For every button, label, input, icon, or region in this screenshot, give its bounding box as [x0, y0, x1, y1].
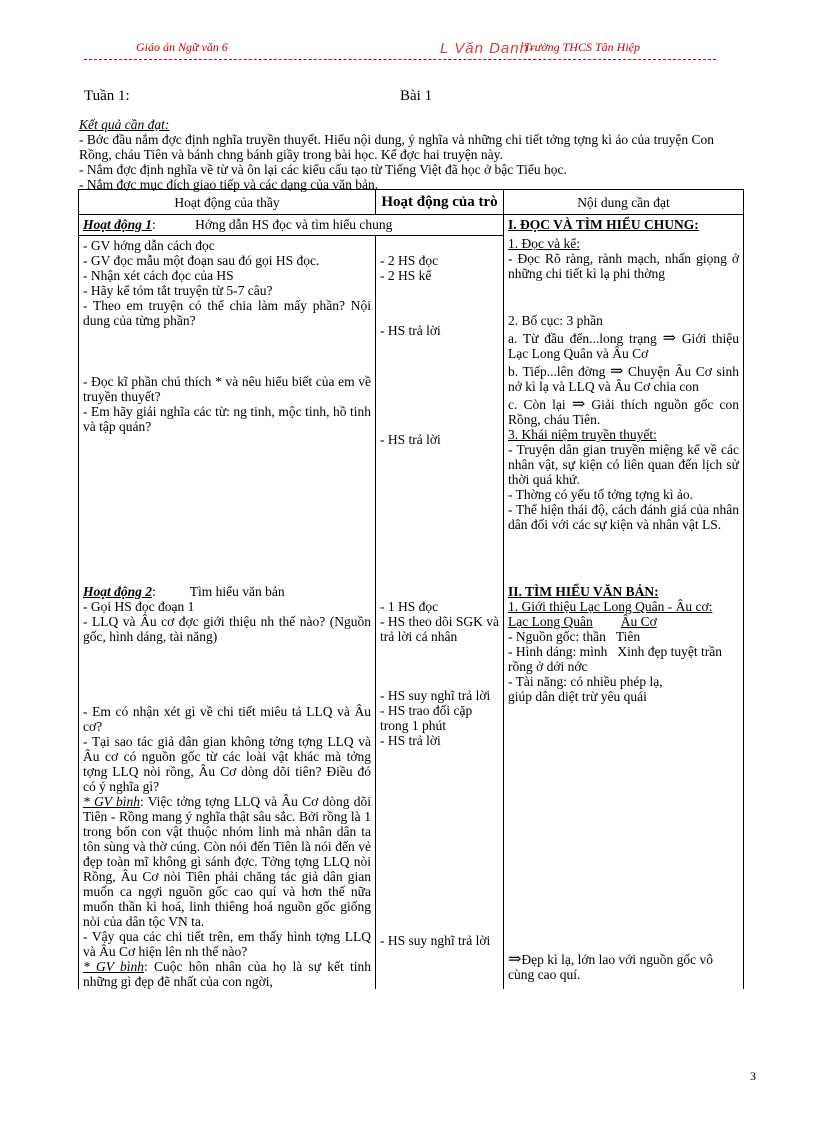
- teacher-line: - Em hãy giải nghĩa các từ: ng tinh, mộc tinh, hồ tinh và tập quán?: [83, 404, 371, 434]
- student-line: - 2 HS kể: [380, 268, 432, 283]
- teacher-line: - Đọc kĩ phần chú thích * và nêu hiểu biết của em về truyền thuyết?: [83, 374, 371, 404]
- header-author: L Văn Danh-: [440, 40, 535, 57]
- activity-2-label: Hoạt động 2: [83, 584, 153, 599]
- student-line: - HS trả lời: [380, 733, 441, 748]
- implies-icon: ⇒: [508, 951, 522, 968]
- implies-icon: ⇒: [571, 396, 586, 413]
- conclusion: ⇒Đẹp kì lạ, lớn lao với nguồn gốc vô cùng cao quí.: [508, 951, 714, 982]
- header-student: Hoạt động của trò: [376, 190, 504, 215]
- implies-icon: ⇒: [610, 363, 624, 380]
- content-cell-1: [504, 215, 744, 583]
- student-line: - HS suy nghĩ trả lời: [380, 688, 491, 703]
- activity-1-row: Hoạt động 1: Hớng dẫn HS đọc và tìm hiểu chung: [79, 215, 504, 236]
- student-cell-1: [376, 236, 504, 583]
- definition-label: 3. Khái niệm truyền thuyết:: [508, 427, 657, 442]
- section-1-title: I. ĐỌC VÀ TÌM HIỂU CHUNG:: [508, 217, 699, 232]
- appearance-row: rồng ở dới nớc: [508, 659, 588, 674]
- teacher-line: - Nhận xét cách đọc của HS: [83, 268, 234, 283]
- header-subject: Giáo án Ngữ văn 6: [136, 40, 228, 54]
- part-b: b. Tiếp...lên đờng ⇒ Chuyện Âu Cơ sinh nở kì lạ và LLQ và Âu Cơ chia con: [508, 363, 740, 394]
- teacher-line: - GV đọc mẫu một đoạn sau đó gọi HS đọc.: [83, 253, 320, 268]
- week-label: Tuần 1:: [84, 88, 130, 104]
- teacher-line: - Em có nhận xét gì về chi tiết miêu tả LLQ và Âu cơ?: [83, 704, 371, 734]
- page-number: 3: [750, 1069, 756, 1083]
- header-content: Nội dung cần đạt: [504, 190, 744, 215]
- activity-1-label: Hoạt động 1: [83, 217, 153, 232]
- teacher-line: - Hãy kể tóm tắt truyện từ 5-7 câu?: [83, 283, 273, 298]
- goals-title: Kết quả cần đạt:: [79, 117, 170, 132]
- implies-icon: ⇒: [662, 330, 676, 347]
- appearance-row: - Hình dáng: mình Xinh đẹp tuyệt trần: [508, 644, 722, 659]
- content-cell-2: [504, 582, 744, 989]
- reading-text: - Đọc Rõ ràng, rành mạch, nhấn giọng ở những chi tiết kì lạ phi thờng: [508, 251, 739, 281]
- teacher-line: - GV hớng dẫn cách đọc: [83, 238, 215, 253]
- goals-section: [79, 117, 744, 192]
- reading-label: 1. Đọc và kể:: [508, 236, 580, 251]
- teacher-line: - Vậy qua các chi tiết trên, em thấy hình tợng LLQ và Âu Cơ hiện lên nh thế nào?: [83, 929, 371, 959]
- part-a: a. Từ đầu đến...long trạng ⇒ Giới thiệu Lạc Long Quân và Âu Cơ: [508, 330, 740, 361]
- definition-line: - Thể hiện thái độ, cách đánh giá của nhân dân đối với các sự kiện và nhân vật LS.: [508, 502, 739, 532]
- definition-line: - Thờng có yếu tố tởng tợng kì ảo.: [508, 487, 694, 502]
- student-line: - HS trả lời: [380, 432, 441, 447]
- header-teacher: Hoạt động của thầy: [79, 190, 376, 215]
- teacher-line: - Gọi HS đọc đoạn 1: [83, 599, 195, 614]
- teacher-cell-2: Hoạt động 2: Tìm hiểu văn bản - Gọi HS đọc đoạn 1 - LLQ và Âu cơ đợc giới thiệu nh thế nào? (Nguồn gốc, hình dáng, tài năng) - Em có nhận xét gì về chi tiết miêu tả LLQ và Âu cơ? - Tại sao tác giả dân gian không tởng tợng LLQ và Âu cơ có nguồn gốc từ các loài vật khác mà tởng tợng LLQ nòi rồng, Âu Cơ dòng dõi tiên? Điều đó có ý nghĩa gì? * GV bình: Việc tởng tợng LLQ và Âu Cơ dòng dõi Tiên - Rồng mang ý nghĩa thật sâu sắc. Bởi rồng là 1 trong bốn con vật thuộc nhóm linh mà nhân dân ta tôn sùng và thờ cúng. Còn nói đến Tiên là nói đến vẻ đẹp toàn mĩ không gì sánh đợc. Tởng tợng LLQ nòi Rồng, Âu Cơ nòi Tiên phải chăng tác giả dân gian muốn ca ngợi nguồn gốc cao quí và hơn thế nữa muốn thần kì hoá, linh thiêng hoá nguồn gốc giống nòi của dân tộc VN ta. - Vậy qua các chi tiết trên, em thấy hình tợng LLQ và Âu Cơ hiện lên nh thế nào? * GV bình: Cuộc hôn nhân của họ là sự kết tinh những gì đẹp đẽ nhất của con ngời,: [79, 582, 376, 989]
- teacher-line: - Tại sao tác giả dân gian không tởng tợng LLQ và Âu cơ có nguồn gốc từ các loài vật khác mà tởng tợng LLQ nòi rồng, Âu Cơ dòng dõi tiên? Điều đó có ý nghĩa gì?: [83, 734, 371, 794]
- goal-line: - Nắm đợc mục đích giao tiếp và các dạng của văn bản.: [79, 177, 379, 192]
- student-cell-2: [376, 582, 504, 989]
- activity-1-text: Hớng dẫn HS đọc và tìm hiểu chung: [195, 217, 393, 232]
- student-line: - HS trả lời: [380, 323, 441, 338]
- definition-line: - Truyện dân gian truyền miệng kể về các nhân vật, sự kiện có liên quan đến lịch sử thời quá khứ.: [508, 442, 739, 487]
- teacher-line: - LLQ và Âu cơ đợc giới thiệu nh thế nào? (Nguồn gốc, hình dáng, tài năng): [83, 614, 371, 644]
- student-line: - HS theo dõi SGK và trả lời cá nhân: [380, 614, 499, 644]
- header-school: Trường THCS Tân Hiệp: [524, 40, 640, 54]
- teacher-line: - Theo em truyện có thể chia làm mấy phần? Nội dung của từng phần?: [83, 298, 371, 328]
- talent-row: - Tài năng: có nhiều phép lạ,: [508, 674, 663, 689]
- goal-line: - Nắm đợc định nghĩa về từ và ôn lại các kiểu cấu tạo từ Tiếng Việt đã học ở bậc Tiểu học.: [79, 162, 567, 177]
- goal-line: - Bớc đầu nắm đợc định nghĩa truyền thuyết. Hiểu nội dung, ý nghĩa và những chi tiết tởng tợng kì ảo của truyện Con Rồng, cháu Tiên và bánh chng bánh giầy trong bài học. Kể đợc hai truyện này.: [79, 132, 715, 162]
- gv-comment-1: * GV bình: Việc tởng tợng LLQ và Âu Cơ dòng dõi Tiên - Rồng mang ý nghĩa thật sâu sắc. Bởi rồng là 1 trong bốn con vật thuộc nhóm linh mà nhân dân ta tôn sùng và thờ cúng. Còn nói đến Tiên là nói đến vẻ đẹp toàn mĩ không gì sánh đợc. Tởng tợng LLQ nòi Rồng, Âu Cơ nòi Tiên phải chăng tác giả dân gian muốn ca ngợi nguồn gốc cao quí và hơn thế nữa muốn thần kì hoá, linh thiêng hoá nguồn gốc giống nòi của dân tộc VN ta.: [83, 794, 371, 929]
- activity-2-text: Tìm hiểu văn bản: [189, 584, 285, 599]
- lesson-table: [78, 189, 744, 989]
- student-line: - HS suy nghĩ trả lời: [380, 933, 491, 948]
- teacher-cell-1: [79, 236, 376, 583]
- structure-title: 2. Bố cục: 3 phần: [508, 313, 603, 328]
- student-line: - 1 HS đọc: [380, 599, 439, 614]
- header-divider: [84, 59, 716, 60]
- gv-comment-2: * GV bình: Cuộc hôn nhân của họ là sự kết tinh những gì đẹp đẽ nhất của con ngời,: [83, 959, 371, 989]
- names-row: Lạc Long Quân Âu Cơ: [508, 614, 657, 629]
- talent-row: giúp dân diệt trừ yêu quái: [508, 689, 647, 704]
- origin-row: - Nguồn gốc: thần Tiên: [508, 629, 641, 644]
- section-2-title: II. TÌM HIỂU VĂN BẢN:: [508, 584, 659, 599]
- part-c: c. Còn lại ⇒ Giải thích nguồn gốc con Rồng, cháu Tiên.: [508, 396, 739, 427]
- student-line: - HS trao đổi cặp trong 1 phút: [380, 703, 473, 733]
- student-line: - 2 HS đọc: [380, 253, 439, 268]
- intro-label: 1. Giới thiệu Lạc Long Quân - Âu cơ:: [508, 599, 713, 614]
- lesson-label: Bài 1: [400, 88, 433, 104]
